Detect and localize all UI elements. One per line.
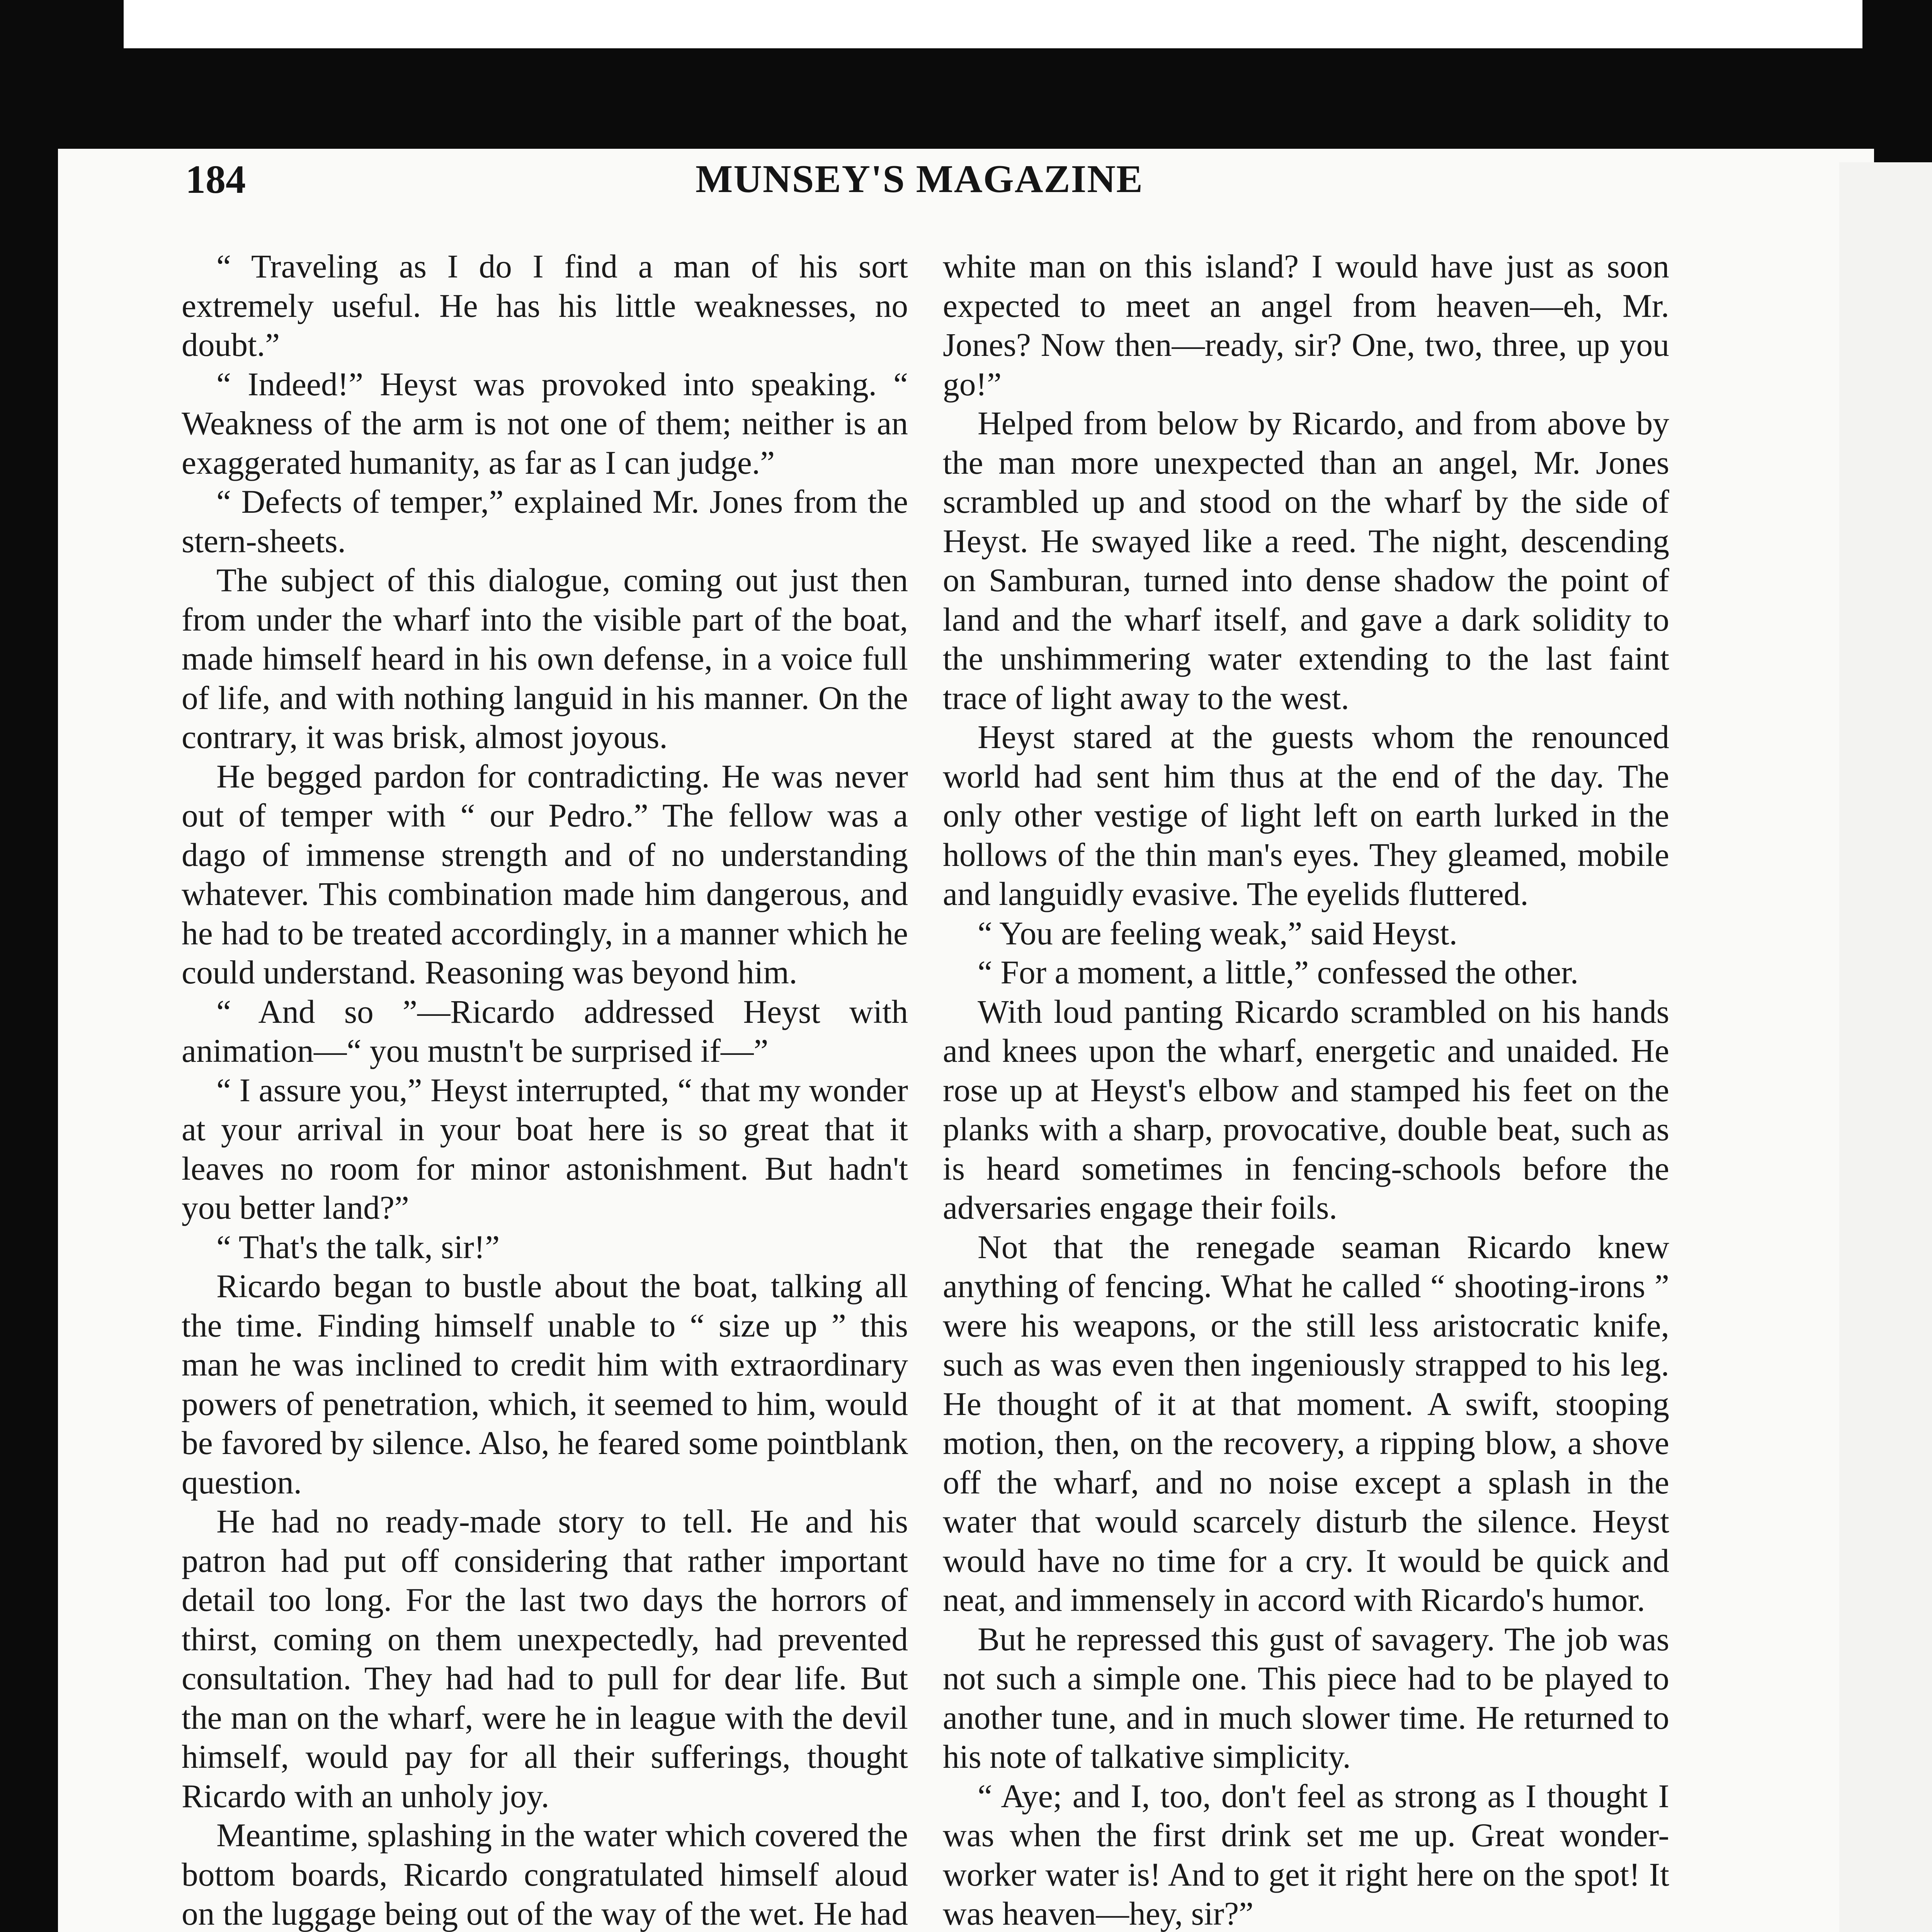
text-column-left	[182, 247, 908, 1932]
paragraph: “ Indeed!” Heyst was provoked into speaking. “ Weakness of the arm is not one of them; neither is an exaggerated humanity, as far as I can judge.”	[182, 366, 908, 481]
paragraph: Ricardo began to bustle about the boat, talking all the time. Finding himself unable to “ size up ” this man he was inclined to credit him with extraordinary powers of penetration, which, it seemed to him, would be favored by silence. Also, he feared some pointblank question.	[182, 1268, 908, 1501]
previous-page-edge	[124, 0, 1862, 48]
paragraph: He begged pardon for contradicting. He was never out of temper with “ our Pedro.” The fellow was a dago of immense strength and of no understanding whatever. This combination made him dangerous, and he had to be treated accordingly, in a manner which he could understand. Reasoning was beyond him.	[182, 758, 908, 991]
paragraph: Helped from below by Ricardo, and from above by the man more unexpected than an angel, Mr. Jones scrambled up and stood on the wharf by the side of Heyst. He swayed like a reed. The night, descending on Samburan, turned into dense shadow the point of land and the wharf itself, and gave a dark solidity to the unshimmering water extending to the last faint trace of light away to the west.	[943, 405, 1669, 716]
paragraph: But he repressed this gust of savagery. The job was not such a simple one. This piece had to be played to another tune, and in much slower time. He returned to his note of talkative simplicity.	[943, 1621, 1669, 1775]
paragraph: “ Aye; and I, too, don't feel as strong as I thought I was when the first drink set me up. Great wonder-worker water is! And to get it right here on the spot! It was heaven—hey, sir?”	[943, 1778, 1669, 1932]
paragraph: Not that the renegade seaman Ricardo knew anything of fencing. What he called “ shooting-irons ” were his weapons, or the still less aristocratic knife, such as was even then ingeniously strapped to his leg. He thought of it at that moment. A swift, stooping motion, then, on the recovery, a ripping blow, a shove off the wharf, and no noise except a splash in the water that would scarcely disturb the silence. Heyst would have no time for a cry. It would be quick and neat, and immensely in accord with Ricardo's humor.	[943, 1229, 1669, 1618]
paragraph: Meantime, splashing in the water which covered the bottom boards, Ricardo congratulated himself aloud on the luggage being out of the way of the wet. He had	[182, 1817, 908, 1932]
paragraph: “ Traveling as I do I find a man of his sort extremely useful. He has his little weaknesses, no doubt.”	[182, 248, 908, 363]
paragraph: Heyst stared at the guests whom the renounced world had sent him thus at the end of the day. The only other vestige of light left on earth lurked in the hollows of the thin man's eyes. They gleamed, mobile and languidly evasive. The eyelids fluttered.	[943, 719, 1669, 912]
paragraph: He had no ready-made story to tell. He and his patron had put off considering that rather important detail too long. For the last two days the horrors of thirst, coming on them unexpectedly, had prevented consultation. They had had to pull for dear life. But the man on the wharf, were he in league with the devil himself, would pay for all their sufferings, thought Ricardo with an unholy joy.	[182, 1503, 908, 1815]
paragraph: “ For a moment, a little,” confessed the other.	[978, 954, 1579, 991]
paragraph: With loud panting Ricardo scrambled on his hands and knees upon the wharf, energetic and unaided. He rose up at Heyst's elbow and stamped his feet on the planks with a sharp, provocative, double beat, such as is heard sometimes in fencing-schools before the adversaries engage their foils.	[943, 993, 1669, 1226]
paragraph: “ I assure you,” Heyst interrupted, “ that my wonder at your arrival in your boat here is so great that it leaves no room for minor astonishment. But hadn't you better land?”	[182, 1072, 908, 1226]
page-header	[0, 156, 1932, 214]
text-column-right	[943, 247, 1669, 1932]
running-head: MUNSEY'S MAGAZINE	[696, 157, 1143, 201]
page-number: 184	[185, 157, 246, 202]
paragraph: white man on this island? I would have just as soon expected to meet an angel from heaven—eh, Mr. Jones? Now then—ready, sir? One, two, three, up you go!”	[943, 248, 1669, 403]
next-page-strip	[1839, 162, 1932, 1932]
paragraph: “ You are feeling weak,” said Heyst.	[978, 915, 1458, 952]
paragraph: “ And so ”—Ricardo addressed Heyst with animation—“ you mustn't be surprised if—”	[182, 993, 908, 1069]
paragraph: “ That's the talk, sir!”	[216, 1229, 500, 1265]
paragraph: The subject of this dialogue, coming out just then from under the wharf into the visible part of the boat, made himself heard in his own defense, in a voice full of life, and with nothing languid in his manner. On the contrary, it was brisk, almost joyous.	[182, 562, 908, 755]
paragraph: “ Defects of temper,” explained Mr. Jones from the stern-sheets.	[182, 484, 908, 560]
